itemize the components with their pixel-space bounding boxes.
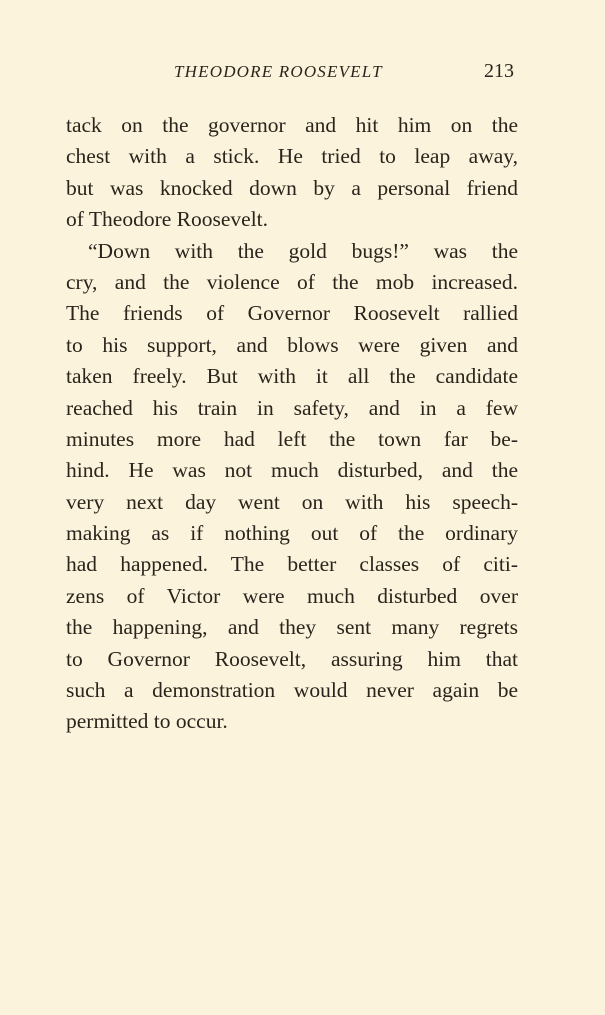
text-line: but was knocked down by a personal friend <box>66 175 518 200</box>
text-line: such a demonstration would never again be <box>66 678 518 703</box>
text-line: taken freely. But with it all the candidate <box>66 364 518 389</box>
text-line: of Theodore Roosevelt. <box>66 207 269 232</box>
text-line: hind. He was not much disturbed, and the <box>66 458 518 483</box>
page-number: 213 <box>484 60 514 82</box>
text-line: very next day went on with his speech- <box>66 489 518 514</box>
text-line: “Down with the gold bugs!” was the <box>88 238 518 263</box>
text-line: The friends of Governor Roosevelt rallied <box>66 301 518 326</box>
text-line: permitted to occur. <box>66 709 228 734</box>
text-line: to his support, and blows were given and <box>66 332 518 357</box>
text-line: the happening, and they sent many regrets <box>66 615 518 640</box>
body-text <box>66 110 518 738</box>
text-line: to Governor Roosevelt, assuring him that <box>66 646 518 671</box>
text-line: cry, and the violence of the mob increased. <box>66 269 518 294</box>
text-line: zens of Victor were much disturbed over <box>66 583 518 608</box>
text-line: tack on the governor and hit him on the <box>66 113 518 137</box>
text-line: making as if nothing out of the ordinary <box>66 521 518 546</box>
text-line: minutes more had left the town far be- <box>66 426 518 451</box>
running-title: THEODORE ROOSEVELT <box>174 62 383 81</box>
page-header <box>66 62 520 92</box>
text-line: reached his train in safety, and in a few <box>66 395 518 420</box>
text-line: had happened. The better classes of citi- <box>66 552 518 577</box>
text-line: chest with a stick. He tried to leap away, <box>66 144 518 169</box>
